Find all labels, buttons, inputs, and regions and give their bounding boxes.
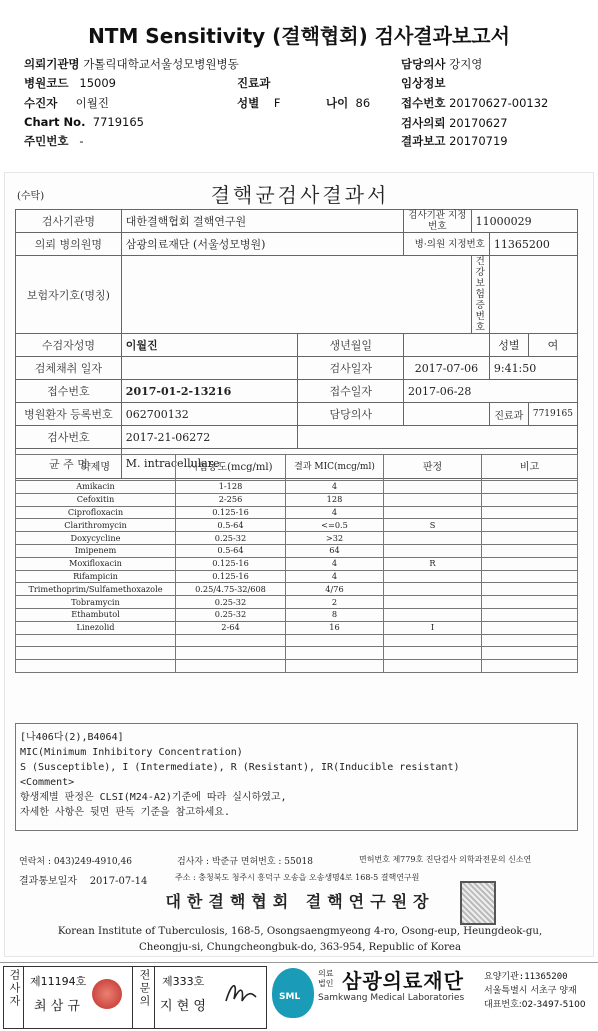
table-row bbox=[16, 660, 578, 673]
table-cell bbox=[286, 660, 384, 673]
table-cell: 8 bbox=[286, 608, 384, 621]
table-cell bbox=[482, 660, 578, 673]
table-row bbox=[16, 481, 578, 494]
table-cell bbox=[176, 660, 286, 673]
info-row-2: 병원코드 15009 bbox=[24, 76, 116, 90]
table-cell bbox=[482, 532, 578, 545]
table-cell bbox=[482, 608, 578, 621]
table-cell: 0.5-64 bbox=[176, 544, 286, 557]
table-cell: 16 bbox=[286, 621, 384, 634]
report-title: NTM Sensitivity (결핵협회) 검사결과보고서 bbox=[88, 24, 510, 48]
table-cell bbox=[482, 557, 578, 570]
table-cell: Clarithromycin bbox=[16, 519, 176, 532]
table-cell: Amikacin bbox=[16, 481, 176, 494]
address-ko: 주소 : 충청북도 청주시 흥덕구 오송읍 오송생명4로 168-5 결핵연구원 bbox=[175, 873, 420, 882]
table-cell: 4 bbox=[286, 570, 384, 583]
examiner-no: 제11194호 bbox=[30, 975, 87, 988]
table-cell: <=0.5 bbox=[286, 519, 384, 532]
specialist-name: 지 현 영 bbox=[160, 999, 206, 1014]
table-row bbox=[16, 506, 578, 519]
table-cell bbox=[482, 647, 578, 660]
table-cell: R bbox=[384, 557, 482, 570]
table-row bbox=[16, 557, 578, 570]
table-row bbox=[16, 647, 578, 660]
table-cell bbox=[482, 570, 578, 583]
table-cell bbox=[482, 583, 578, 596]
facility-code: 요양기관:11365200 bbox=[484, 972, 568, 982]
table-cell bbox=[384, 583, 482, 596]
table-cell bbox=[286, 634, 384, 647]
table-cell: Doxycycline bbox=[16, 532, 176, 545]
info-row-3: 수진자 이월진 bbox=[24, 96, 109, 110]
table-cell bbox=[482, 493, 578, 506]
table-row bbox=[16, 583, 578, 596]
table-cell: 4/76 bbox=[286, 583, 384, 596]
signoff-strip: 검사자 제11194호 최 삼 규 전문의 제333호 지 현 영 SML 의료법인 삼광의료재단 Samkwang Medical Laboratories 요양기관:11365200 서울특별시 서초구 양재 대표번호:02-3497-5100 bbox=[0, 962, 598, 1031]
license-text: 면허번호 제779호 진단검사 의학과전문의 신소연 bbox=[359, 855, 532, 864]
table-cell: 0.25-32 bbox=[176, 608, 286, 621]
institute-name: 대한결핵협회 결핵연구원장 bbox=[165, 892, 435, 911]
table-cell bbox=[384, 660, 482, 673]
table-cell bbox=[384, 634, 482, 647]
table-cell bbox=[384, 481, 482, 494]
table-cell bbox=[384, 608, 482, 621]
table-cell bbox=[482, 621, 578, 634]
info-row-5: 주민번호 - bbox=[24, 134, 84, 148]
table-cell: Rifampicin bbox=[16, 570, 176, 583]
table-cell bbox=[482, 481, 578, 494]
table-cell: 4 bbox=[286, 481, 384, 494]
drug-mic-table: 약제명 시험농도(mcg/ml) 결과 MIC(mcg/ml) 판정 비고 Amikacin 1-128 4 Cefoxitin 2-256 128 Ciprofloxacin 0.125-16 4 Clarithromycin 0.5-64 <=0.5 S Doxycycline 0.25-32 >32 Imipenem 0.5-64 64 Moxifloxacin 0.125-16 4 R Rifampicin 0.125-16 4 Trimethoprim/Sulfamethoxazole 0.25/4.75-32/608 4/76 Tobramycin 0.25-32 2 Ethambutol 0.25-32 8 Linezolid 2-64 16 I bbox=[15, 454, 578, 673]
table-cell: 4 bbox=[286, 506, 384, 519]
table-row bbox=[16, 519, 578, 532]
eng-address-1: Korean Institute of Tuberculosis, 168-5, Osongsaengmyeong 4-ro, Osong-eup, Heungdeok-gu, bbox=[57, 926, 543, 937]
org-prefix: 의료법인 bbox=[318, 969, 334, 988]
table-cell bbox=[384, 532, 482, 545]
patient-info-table: 검사기관명 대한결핵협회 결핵연구원 검사기관 지정번호 11000029 의뢰 병의원명 삼광의료재단 (서울성모병원) 병·의원 지정번호 11365200 보험자기호(명칭) 건강보험 증 번 호 수검자성명 이월진 생년월일 성별 여 검체채취 일자 검사일자 2017-07-06 9:41:50 접수번호 2017-01-2-13216 접수일자 2017-06-28 병원환자 등록번호 062700132 담당의사 진료과 7719165 검사번호 2017-21-06272 균 주 명 M. intracellulare bbox=[15, 209, 578, 479]
table-cell bbox=[384, 596, 482, 609]
consign-tag: (수탁) bbox=[17, 191, 45, 202]
table-row bbox=[16, 621, 578, 634]
table-cell: Ethambutol bbox=[16, 608, 176, 621]
table-row bbox=[16, 608, 578, 621]
table-cell: I bbox=[384, 621, 482, 634]
table-cell: 1-128 bbox=[176, 481, 286, 494]
table-row bbox=[16, 570, 578, 583]
table-cell: 0.25/4.75-32/608 bbox=[176, 583, 286, 596]
table-cell bbox=[482, 519, 578, 532]
phone-text: 연락처 : 043)249-4910,46 bbox=[19, 857, 132, 867]
table-cell bbox=[176, 634, 286, 647]
table-cell: 0.5-64 bbox=[176, 519, 286, 532]
specialist-label: 전문의 bbox=[138, 969, 151, 1008]
table-cell bbox=[482, 544, 578, 557]
official-seal bbox=[460, 881, 496, 925]
table-cell: Trimethoprim/Sulfamethoxazole bbox=[16, 583, 176, 596]
table-row bbox=[16, 544, 578, 557]
table-cell: 128 bbox=[286, 493, 384, 506]
tester-text: 검사자 : 박준규 면허번호 : 55018 bbox=[177, 857, 313, 867]
examiner-seal-icon bbox=[92, 979, 122, 1009]
table-cell: Cefoxitin bbox=[16, 493, 176, 506]
table-cell bbox=[384, 647, 482, 660]
examiner-label: 검사자 bbox=[8, 969, 21, 1008]
examiner-name: 최 삼 규 bbox=[34, 999, 80, 1014]
table-cell bbox=[16, 660, 176, 673]
facility-address: 서울특별시 서초구 양재 bbox=[484, 986, 577, 996]
table-cell: Ciprofloxacin bbox=[16, 506, 176, 519]
table-cell: 0.125-16 bbox=[176, 506, 286, 519]
table-cell: >32 bbox=[286, 532, 384, 545]
specialist-no: 제333호 bbox=[162, 975, 205, 988]
table-row bbox=[16, 634, 578, 647]
table-cell bbox=[482, 506, 578, 519]
scanned-report: (수탁) 결핵균검사결과서 검사기관명 대한결핵협회 결핵연구원 검사기관 지정번호 11000029 의뢰 병의원명 삼광의료재단 (서울성모병원) 병·의원 지정번호 11365200 보험자기호(명칭) 건강보험 증 번 호 수검자성명 이월진 생년월일 성별 여 검체채취 일자 검사일자 2017-07-06 9:41:50 접수번호 2017-01-2-13216 접수일자 2017-06-28 병원환자 등록번호 062700132 담당의사 진료과 7719165 검사번호 2017-21-06272 균 주 명 M. intracellulare 약제명 시험농도(mcg/ml) 결과 MIC(mcg/ml) 판정 비고 Amikacin 1-128 4 Cefoxitin 2-256 128 Ciprofloxacin 0.125-16 4 Clarithromycin 0.5-64 <=0.5 S Doxycycline 0.25-32 >32 Imipenem 0.5-64 64 Moxifloxacin 0.125-16 4 R Rifampicin 0.125-16 4 Trimethoprim/Sulfamethoxazole 0.25/4.75-32/608 4/76 Tobramycin 0.25-32 2 Ethambutol 0.25-32 8 Linezolid 2-64 16 I [나406다(2),B4064] MIC(Minimum Inhibitory Concentration) S (Susceptible), I (Intermediate), R (Resistant), IR(Inducible resistant) <Comment> 항생제별 판정은 CLSI(M24-A2)기준에 따라 실시하였고, 자세한 사항은 뒷면 판독 기준을 참고하세요. 연락처 : 043)249-4910,46 검사자 : 박준규 면허번호 : 55018 면허번호 제779호 진단검사 의학과전문의 신소연 결과통보일자 2017-07-14 주소 : 충청북도 청주시 흥덕구 오송읍 오송생명4로 168-5 결핵연구원 대한결핵협회 결핵연구원장 Korean Institute of Tuberculosis, 168-5, Osongsaengmyeong 4-ro, Osong-eup, Heungdeok-gu, Cheongju-si, Chungcheongbuk-do, 363-954, Republic of Korea bbox=[4, 172, 594, 957]
org-eng-name: Samkwang Medical Laboratories bbox=[318, 993, 465, 1003]
table-cell: 64 bbox=[286, 544, 384, 557]
table-cell: 0.125-16 bbox=[176, 570, 286, 583]
table-cell bbox=[384, 544, 482, 557]
table-cell: 2-64 bbox=[176, 621, 286, 634]
signature-icon bbox=[222, 977, 258, 1009]
table-row bbox=[16, 532, 578, 545]
info-row-4: Chart No. 7719165 bbox=[24, 115, 144, 129]
table-cell: 2-256 bbox=[176, 493, 286, 506]
table-cell: 2 bbox=[286, 596, 384, 609]
table-cell: Moxifloxacin bbox=[16, 557, 176, 570]
table-cell: Linezolid bbox=[16, 621, 176, 634]
table-cell: 0.125-16 bbox=[176, 557, 286, 570]
table-cell bbox=[176, 647, 286, 660]
table-cell: 0.25-32 bbox=[176, 532, 286, 545]
notes-box: [나406다(2),B4064] MIC(Minimum Inhibitory Concentration) S (Susceptible), I (Intermediate), R (Resistant), IR(Inducible resistant) <Comment> 항생제별 판정은 CLSI(M24-A2)기준에 따라 실시하였고, 자세한 사항은 뒷면 판독 기준을 참고하세요. bbox=[15, 723, 578, 831]
table-cell bbox=[384, 570, 482, 583]
table-cell: 4 bbox=[286, 557, 384, 570]
table-cell bbox=[286, 647, 384, 660]
table-cell bbox=[482, 634, 578, 647]
table-cell bbox=[482, 596, 578, 609]
eng-address-2: Cheongju-si, Chungcheongbuk-do, 363-954, Republic of Korea bbox=[138, 942, 462, 953]
org-name: 삼광의료재단 bbox=[342, 969, 464, 993]
table-cell bbox=[16, 634, 176, 647]
table-cell bbox=[384, 506, 482, 519]
facility-phone: 대표번호:02-3497-5100 bbox=[484, 1000, 586, 1010]
info-row-1: 의뢰기관명 가톨릭대학교서울성모병원병동 bbox=[24, 57, 239, 71]
table-cell bbox=[16, 647, 176, 660]
table-row bbox=[16, 596, 578, 609]
table-cell: Imipenem bbox=[16, 544, 176, 557]
table-cell: S bbox=[384, 519, 482, 532]
table-cell bbox=[384, 493, 482, 506]
table-cell: Tobramycin bbox=[16, 596, 176, 609]
table-cell: 0.25-32 bbox=[176, 596, 286, 609]
table-row bbox=[16, 493, 578, 506]
scan-title: 결핵균검사결과서 bbox=[210, 183, 390, 207]
